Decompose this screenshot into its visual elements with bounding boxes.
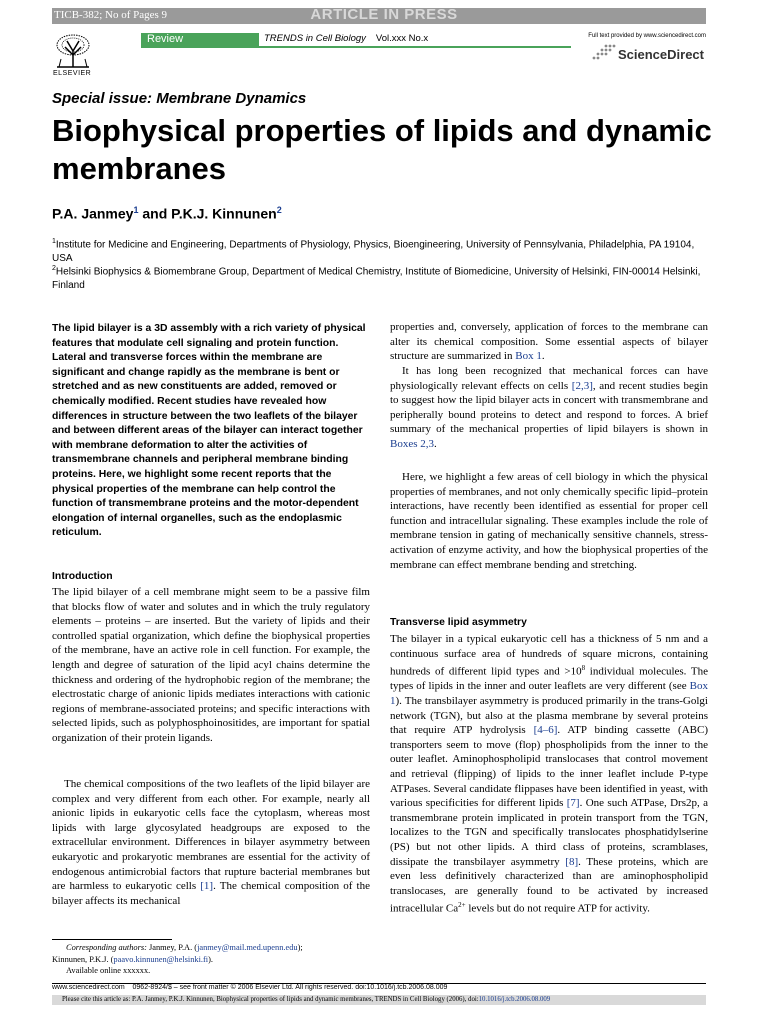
affiliation-2: [52, 262, 712, 293]
text-run: The chemical compositions of the two leaflets of the lipid bilayer are complex and very different from each other. For example, nearly all anionic lipids in eukaryotic cells face the cytoplasm, whereas most lipids with large glycosylated headgroups are exposed to the extracellular environment. Differences in bilayer asymmetry between eukaryotic and prokaryotic membranes are essential for the activity of endogenous antimicrobial factors that rupture bacterial membranes but are harmless to eukaryotic cells: [52, 778, 370, 893]
corresponding-authors-footnote: [52, 942, 370, 977]
citation-link[interactable]: [8]: [565, 855, 579, 868]
author-2: P.K.J. Kinnunen: [171, 205, 277, 222]
citation-link[interactable]: [4–6]: [533, 724, 558, 737]
affiliation-1-marker: 1: [52, 238, 56, 245]
text-run: Available online xxxxxx.: [66, 966, 151, 975]
affiliation-2-text: Helsinki Biophysics & Biomembrane Group, Department of Medical Chemistry, Institute of Biomedicine, University of Helsinki, FIN-00014 Helsinki, Finland: [52, 266, 701, 292]
text-run: .: [434, 437, 437, 450]
box-link[interactable]: Box 1: [515, 350, 542, 363]
text-run: , and recent studies begin to suggest how the lipid bilayer acts in concert with transmembrane and peripherally bound proteins to detect and respond to forces. A brief summary of the mechanical properties of lipid bilayers is shown in: [390, 379, 708, 436]
right-paragraph-1: [390, 320, 708, 364]
superscript: 8: [581, 664, 586, 673]
email-link-1[interactable]: janmey@mail.med.upenn.edu: [197, 943, 298, 952]
header-rule: [141, 46, 571, 48]
citation-link[interactable]: [1]: [200, 880, 214, 893]
section-heading-transverse-lipid-asymmetry: Transverse lipid asymmetry: [390, 617, 527, 628]
footnote-line-2: [52, 954, 370, 966]
box-link[interactable]: Boxes 2,3: [390, 437, 434, 450]
text-run: properties and, conversely, application of forces to the membrane can alter its chemical composition. Some essential aspects of bilayer structure are summarized in: [390, 321, 708, 363]
text-run: . One such ATPase, Drs2p, a transmembrane protein implicated in protein transport from the TGN, localizes to the TGN and specifically translocates phosphatidylserine (PS) but not other lipids. A third class of proteins, scramblases, dissipate the transbilayer asymmetry: [390, 797, 708, 868]
abstract: The lipid bilayer is a 3D assembly with a rich variety of physical features that modulate cell signaling and protein function. Lateral and transverse forces within the membrane are significant and change rapidly as the membrane is bent or stretched and as new constituents are added, removed or chemically modified. Recent studies have revealed how differences in structure between the two leaflets of the bilayer and between different areas of the bilayer can interact together with membrane deformation to alter the activities of transmembrane channels and peripheral membrane binding proteins. Here, we highlight some recent reports that the physical properties of the membrane can help control the function of transmembrane proteins and the motor-dependent elongation of internal organelles, such as the endoplasmic reticulum.: [52, 323, 366, 539]
sciencedirect-logo[interactable]: ScienceDirect: [618, 47, 704, 62]
text-run: individual molecules. The types of lipids in the inner and outer leaflets are very different (see: [390, 665, 708, 693]
affiliation-1-text: Institute for Medicine and Engineering, Departments of Physiology, Physics, Bioengineering, University of Pennsylvania, Philadelphia, PA 19104, USA: [52, 239, 695, 265]
right-paragraph-2: [390, 364, 708, 452]
footnote-line-1: [52, 942, 370, 954]
author-conjunction: and: [138, 205, 172, 222]
sciencedirect-dots-logo-icon: [592, 43, 616, 61]
manuscript-id: TICB-382; No of Pages 9: [54, 9, 168, 21]
fulltext-note[interactable]: Full text provided by www.sciencedirect.com: [588, 33, 706, 39]
superscript: 2+: [458, 901, 466, 910]
doi-link[interactable]: 10.1016/j.tcb.2006.08.009: [478, 996, 551, 1003]
footnote-line-3: [52, 965, 370, 977]
text-run: );: [297, 943, 303, 952]
journal-line: [264, 33, 428, 44]
citation-link[interactable]: [2,3]: [571, 379, 593, 392]
press-status: ARTICLE IN PRESS: [310, 6, 458, 23]
text-run: Please cite this article as: P.A. Janmey, P.K.J. Kinnunen, Biophysical properties of lipids and dynamic membranes, TRENDS in Cell Biology (2006), doi:: [62, 996, 479, 1003]
article-type: Review: [147, 33, 184, 45]
journal-name: TRENDS in Cell Biology: [264, 33, 366, 44]
text-run: ).: [208, 954, 214, 964]
text-run: .: [541, 350, 545, 363]
author-list: [52, 205, 282, 222]
text-run: The bilayer in a typical eukaryotic cell has a thickness of 5 nm and a continuous surface area of hundreds of square microns, containing hundreds of different lipid types and >10: [390, 633, 708, 678]
right-paragraph-3: Here, we highlight a few areas of cell biology in which the physical properties of membranes, and not only chemically specific lipid–protein interactions, have recently been identified as essential for proper cell function and intracellular signaling. These examples include the role of membrane tension in gating of mechanically sensitive channels, stress-activation of enzyme activity, and how the biophysical properties of the membrane can effect membrane bending and stretching.: [390, 471, 708, 571]
box-link[interactable]: Box 1: [390, 680, 708, 708]
article-title: Biophysical properties of lipids and dynamic membranes: [52, 113, 712, 186]
citation-link[interactable]: [7]: [566, 797, 580, 810]
text-run: It has long been recognized that mechanical forces can have physiologically relevant effects on cells: [390, 365, 708, 392]
affiliation-2-marker: 2: [52, 265, 56, 272]
section-heading-introduction: Introduction: [52, 571, 113, 582]
text-run: . These proteins, which are even less definitively characterized than are aminophospholipid translocases, are generally found to be activated by increased intracellular Ca: [390, 855, 708, 915]
intro-paragraph-2: [52, 777, 370, 908]
footnote-rule: [52, 939, 172, 940]
intro-paragraph-1: The lipid bilayer of a cell membrane might seem to be a passive film that blocks flow of water and solutes and in which the truly regulatory elements – proteins – are inserted. But the variety of lipids and their controlled spatial organization, which define the biophysical properties of the membrane, have an active role in cell function. For example, the length and degree of saturation of the lipid acyl chains determine the thickness and ordering of the hydrophobic region of the membrane; the electrostatic charge of anionic lipids mediates interactions with cationic regions of membrane-associated proteins; and specific interactions with selected lipids, such as polyphosphoinositides, are important for spatial organization of their protein ligands.: [52, 586, 370, 744]
text-run: . The chemical composition of the bilayer affects its mechanical: [52, 880, 370, 907]
footer-line: www.sciencedirect.com 0962-8924/$ – see front matter © 2006 Elsevier Ltd. All rights reserved. doi:10.1016/j.tcb.2006.08.009: [52, 984, 448, 991]
author-2-affiliation-link[interactable]: 2: [276, 205, 282, 215]
journal-volume: Vol.xxx No.x: [375, 33, 429, 44]
footnote-label: Corresponding authors:: [66, 943, 147, 952]
text-run: levels but do not require ATP for activity.: [465, 903, 650, 915]
elsevier-tree-logo-icon: [53, 33, 93, 69]
text-run: Janmey, P.A. (: [148, 943, 198, 952]
citation-notice: [62, 996, 550, 1003]
transverse-paragraph-1: [390, 632, 708, 917]
email-link-2[interactable]: paavo.kinnunen@helsinki.fi: [113, 954, 209, 964]
text-run: Kinnunen, P.K.J. (: [52, 954, 114, 964]
author-1-affiliation-link[interactable]: 1: [133, 205, 139, 215]
text-run: . ATP binding cassette (ABC) transporters seem to move (flop) phospholipids from the inner to the outer leaflet. Aminophospholipid translocases that control movement and retrieval (flipping) of lipids to the inner leaflet include P-type ATPases. Several candidate flippases have been identified in yeast, with various specificities for different lipids: [390, 724, 709, 810]
author-1: P.A. Janmey: [52, 205, 134, 222]
text-run: ). The transbilayer asymmetry is produced primarily in the trans-Golgi network (TGN), but also at the plasma membrane by several proteins that require ATP hydrolysis: [390, 695, 708, 737]
special-issue-label: Special issue: Membrane Dynamics: [52, 90, 307, 107]
publisher-name: ELSEVIER: [53, 70, 92, 77]
